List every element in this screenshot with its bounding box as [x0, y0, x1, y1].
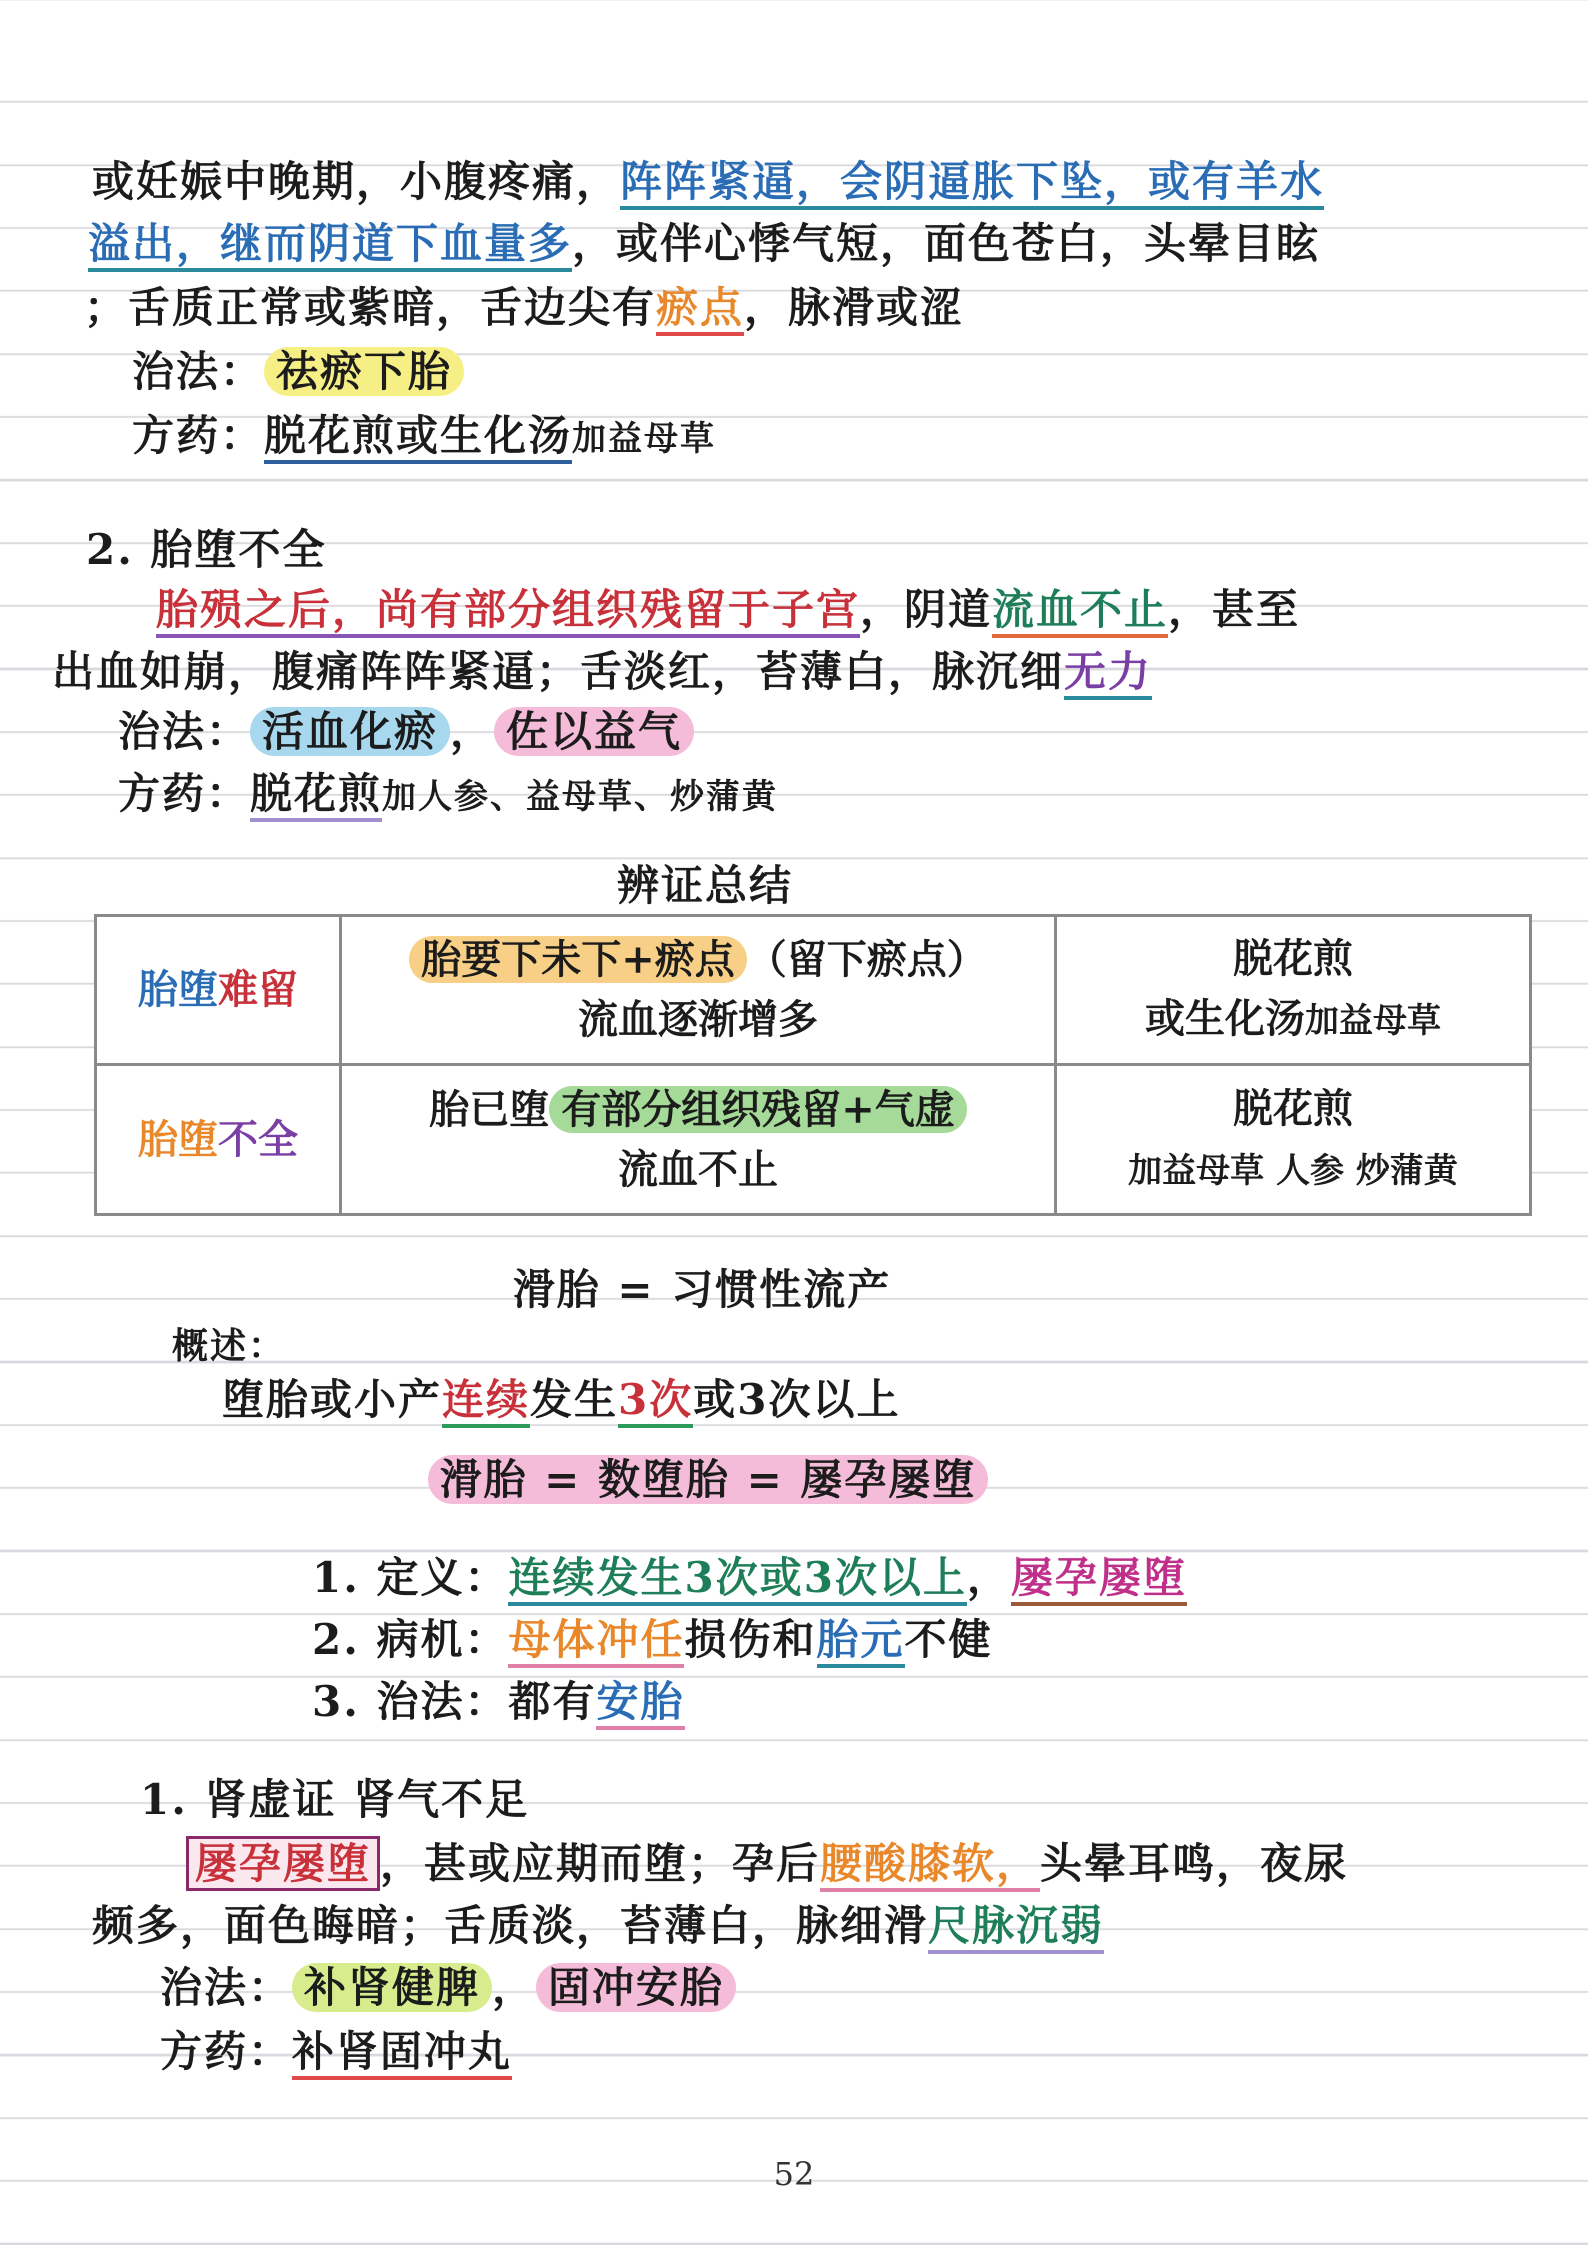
prescription-line: [160, 2022, 512, 2082]
highlighted-phrase: 屡孕屡堕: [1011, 1553, 1187, 1606]
prescription-main: 补肾固冲丸: [292, 2027, 512, 2080]
text-segment: ，阴道: [860, 585, 993, 634]
treatment-value: 固冲安胎: [536, 1963, 736, 2012]
treatment-line: [118, 702, 694, 762]
highlighted-phrase: 腰酸膝软，: [820, 1839, 1040, 1892]
equation-line: [0, 1450, 1416, 1510]
treatment-value: 祛瘀下胎: [264, 347, 464, 396]
definition-line: [312, 1548, 1187, 1608]
section-title: 滑胎 = 习惯性流产: [512, 1265, 892, 1314]
prescription-cell: [1056, 916, 1531, 1065]
highlighted-phrase: 安胎: [596, 1677, 684, 1730]
text-line: [92, 1896, 1104, 1956]
boxed-phrase: 屡孕屡堕: [186, 1836, 380, 1891]
table-row: [96, 916, 1531, 1065]
prescription-label: 方药：: [160, 2027, 293, 2076]
highlighted-phrase: 溢出，继而阴道下血量多: [88, 219, 572, 272]
text-line: [222, 1370, 901, 1430]
text-segment: ，或伴心悸气短，面色苍白，头晕目眩: [572, 219, 1321, 268]
text-segment: 频多，面色晦暗；舌质淡，苔薄白，脉细滑: [92, 1901, 929, 1950]
mechanism-line: [312, 1610, 993, 1670]
prescription-addition: 加益母草: [572, 419, 717, 459]
condition-name-part: 胎堕: [138, 966, 218, 1013]
text-segment: 或妊娠中晚期，小腹疼痛，: [92, 157, 621, 206]
prescription-main: 脱花煎: [250, 769, 382, 822]
treatment-label: 3. 治法：: [312, 1677, 509, 1726]
prescription-addition: 加益母草: [1305, 1001, 1441, 1041]
highlighted-phrase: 无力: [1064, 647, 1152, 700]
highlighted-phrase: 连续发生3次或3次以上: [508, 1553, 966, 1606]
prescription-addition: 加益母草 人参 炒蒲黄: [1128, 1150, 1458, 1191]
text-line: [84, 278, 964, 338]
text-segment: 不健: [904, 1615, 993, 1664]
prescription-cell: [1056, 1065, 1531, 1215]
table-row: [96, 1065, 1531, 1215]
text-segment: 或3次以上: [693, 1375, 901, 1424]
section-heading: 1. 肾虚证 肾气不足: [140, 1775, 530, 1824]
highlighted-phrase: 流血不止: [992, 585, 1168, 638]
treatment-line: [160, 1958, 736, 2018]
prescription-text: 脱花煎: [1233, 935, 1353, 982]
separator: ，: [450, 707, 495, 756]
symptom-cell: [341, 1065, 1056, 1215]
symptom-highlight: 胎要下未下+瘀点: [409, 936, 747, 983]
text-segment: ，甚至: [1168, 585, 1301, 634]
separator: ，: [966, 1553, 1011, 1602]
text-segment: 头晕耳鸣，夜尿: [1040, 1839, 1349, 1888]
symptom-cell: [341, 916, 1056, 1065]
prescription-text: 或生化汤: [1145, 995, 1305, 1042]
text-line: [88, 214, 1320, 274]
condition-cell: [96, 1065, 341, 1215]
equation: 滑胎 = 数堕胎 = 屡孕屡堕: [428, 1455, 989, 1504]
text-segment: ，甚或应期而堕；孕后: [380, 1839, 821, 1888]
symptom-text: 胎已堕: [429, 1085, 550, 1133]
highlighted-phrase: 阵阵紧逼，会阴逼胀下坠，或有羊水: [620, 157, 1324, 210]
condition-name-part: 难留: [218, 966, 298, 1013]
text-line: [156, 580, 1300, 640]
symptom-highlight: 有部分组织残留+气虚: [549, 1086, 967, 1133]
summary-title: 辨证总结: [616, 861, 793, 910]
highlighted-phrase: 胎元: [817, 1615, 905, 1668]
definition-label: 1. 定义：: [312, 1553, 509, 1602]
page-number: 52: [773, 2155, 815, 2193]
condition-name-part: 不全: [218, 1115, 298, 1163]
prescription-line: [118, 764, 778, 827]
treatment-value: 补肾健脾: [292, 1963, 492, 2012]
highlighted-phrase: 母体冲任: [508, 1615, 684, 1668]
condition-name-part: 胎堕: [138, 1115, 218, 1163]
summary-table: [94, 914, 1532, 1216]
treatment-label: 治法：: [160, 1963, 293, 2012]
text-segment: 损伤和: [684, 1615, 817, 1664]
highlighted-phrase: 瘀点: [656, 283, 744, 336]
treatment-label: 治法：: [118, 707, 251, 756]
text-segment: ，脉滑或涩: [744, 283, 965, 332]
separator: ，: [492, 1963, 537, 2012]
text-segment: ；舌质正常或紫暗，舌边尖有: [84, 283, 657, 332]
highlighted-phrase: 3次: [618, 1375, 693, 1428]
text-segment: 出血如崩，腹痛阵阵紧逼；舌淡红，苔薄白，脉沉细: [52, 647, 1065, 696]
overview-label: 概述：: [172, 1325, 287, 1367]
prescription-text: 脱花煎: [1233, 1084, 1353, 1132]
treatment-value: 活血化瘀: [250, 707, 450, 756]
prescription-main: 脱花煎或生化汤: [264, 411, 572, 464]
text-line: [52, 642, 1152, 702]
treatment-value: 佐以益气: [494, 707, 694, 756]
prescription-line: [132, 406, 716, 469]
treatment-line: [132, 342, 464, 402]
text-segment: 都有: [508, 1677, 597, 1726]
symptom-text: 流血逐渐增多: [578, 996, 818, 1043]
mechanism-label: 2. 病机：: [312, 1615, 509, 1664]
symptom-text: 流血不止: [618, 1145, 778, 1193]
prescription-label: 方药：: [118, 769, 251, 818]
text-segment: 堕胎或小产: [222, 1375, 443, 1424]
prescription-label: 方药：: [132, 411, 265, 460]
text-line: [186, 1834, 1348, 1894]
highlighted-phrase: 连续: [442, 1375, 530, 1428]
section-heading: 2. 胎堕不全: [86, 525, 327, 574]
prescription-addition: 加人参、益母草、炒蒲黄: [382, 777, 779, 817]
highlighted-phrase: 尺脉沉弱: [928, 1901, 1104, 1954]
text-line: [92, 152, 1324, 212]
treatment-line: [312, 1672, 685, 1732]
highlighted-phrase: 胎殒之后，尚有部分组织残留于子宫: [156, 585, 860, 638]
treatment-label: 治法：: [132, 347, 265, 396]
text-segment: 发生: [530, 1375, 619, 1424]
condition-cell: [96, 916, 341, 1065]
symptom-note: （留下瘀点）: [746, 936, 987, 983]
